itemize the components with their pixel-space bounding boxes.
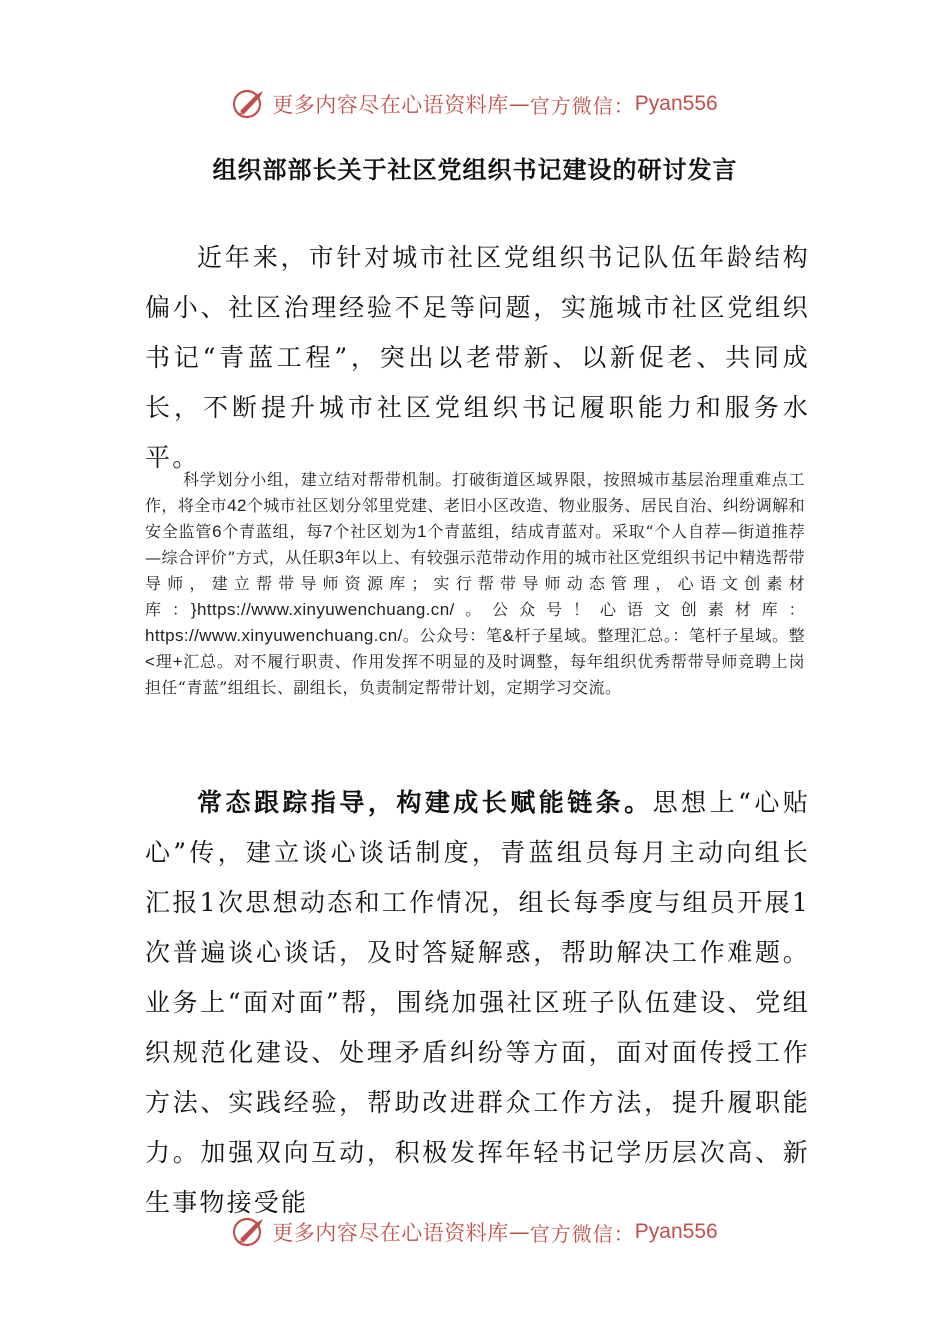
banner-wechat-id: Pyan556 bbox=[634, 92, 718, 115]
banner-separator: — bbox=[508, 92, 530, 116]
text-run: 汇总。对不履行职责、作用发挥不明显的及时调整，每年组织优秀帮带导师竞聘上岗担任“青蓝”组组长、副组长，负责制定帮带计划，定期学习交流。 bbox=[145, 652, 805, 697]
grouping-paragraph bbox=[145, 467, 805, 701]
number-run: 1 bbox=[417, 522, 427, 541]
text-run: 科学划分小组，建立结对帮带机制。打破街道区域界限，按照城市基层治理重难点工作，将全市 bbox=[145, 470, 805, 515]
text-run: 个社区划为 bbox=[332, 522, 418, 541]
guidance-paragraph bbox=[145, 778, 810, 1228]
footer-main-text: 更多内容尽在心语资料库 bbox=[272, 1221, 509, 1245]
text-run: 杆子星域。整理汇总。：笔杆子星域。整 bbox=[514, 626, 806, 645]
url-text: https://www.xinyuwenchuang.cn/ bbox=[145, 626, 403, 645]
symbol-run: & bbox=[502, 626, 515, 645]
intro-paragraph: 近年来，市针对城市社区党组织书记队伍年龄结构偏小、社区治理经验不足等问题，实施城市社区党组织书记“青蓝工程”，突出以老带新、以新促老、共同成长，不断提升城市社区党组织书记履职能力和服务水平。 bbox=[145, 243, 810, 472]
number-run: 7 bbox=[323, 522, 333, 541]
footer-wechat-label: 官方微信： bbox=[529, 1221, 635, 1246]
banner-main-text: 更多内容尽在心语资料库 bbox=[272, 93, 509, 117]
footer-wechat-id: Pyan556 bbox=[634, 1220, 718, 1243]
text-run: 理 bbox=[155, 652, 173, 671]
number-run: 6 bbox=[212, 522, 222, 541]
header-banner bbox=[0, 84, 950, 124]
number-run: 3 bbox=[334, 548, 345, 567]
guidance-body: 思想上“心贴心”传，建立谈心谈话制度，青蓝组员每月主动向组长汇报1次思想动态和工作情况，组长每季度与组员开展1次普遍谈心谈话，及时答疑解惑，帮助解决工作难题。业务上“面对面”帮，围绕加强社区班子队伍建设、党组织规范化建设、处理矛盾纠纷等方面，面对面传授工作方法、实践经验，帮助改进群众工作方法，提升履职能力。加强双向互动，积极发挥年轻书记学历层次高、新生事物接受能 bbox=[145, 788, 811, 1217]
text-run: 个青蓝组，每 bbox=[221, 522, 323, 541]
document-title: 组织部部长关于社区党组织书记建设的研讨发言 bbox=[212, 155, 738, 184]
text-run: 个城市社区划分邻里党建、老旧小区改造、物业服务、居民自治、纠纷调解和安全监管 bbox=[145, 496, 805, 541]
pen-logo-icon bbox=[232, 1215, 266, 1249]
banner-wechat-label: 官方微信： bbox=[529, 93, 635, 118]
url-text: }https://www.xinyuwenchuang.cn/ bbox=[190, 600, 455, 619]
text-run: 。公众号：笔 bbox=[402, 626, 503, 645]
footer-banner bbox=[0, 1212, 950, 1252]
text-run: 个青蓝组，结成青蓝对。采取“个人自荐—街道推荐—综合评价”方式，从任职 bbox=[145, 522, 805, 567]
number-run: 42 bbox=[227, 496, 247, 515]
pen-logo-icon bbox=[232, 87, 266, 121]
text-run: 。公众号！心语文创素材库： bbox=[454, 600, 805, 619]
guidance-lead: 常态跟踪指导，构建成长赋能链条。 bbox=[197, 788, 653, 817]
footer-separator: — bbox=[508, 1220, 530, 1244]
symbol-run: < bbox=[145, 652, 156, 671]
symbol-run: + bbox=[172, 652, 183, 671]
text-run: 年以上、有较强示范带动作用的城市社区党组织书记中精选帮带导师，建立帮带导师资源库；实行帮带导师动态管理，心语文创素材库： bbox=[145, 548, 806, 619]
